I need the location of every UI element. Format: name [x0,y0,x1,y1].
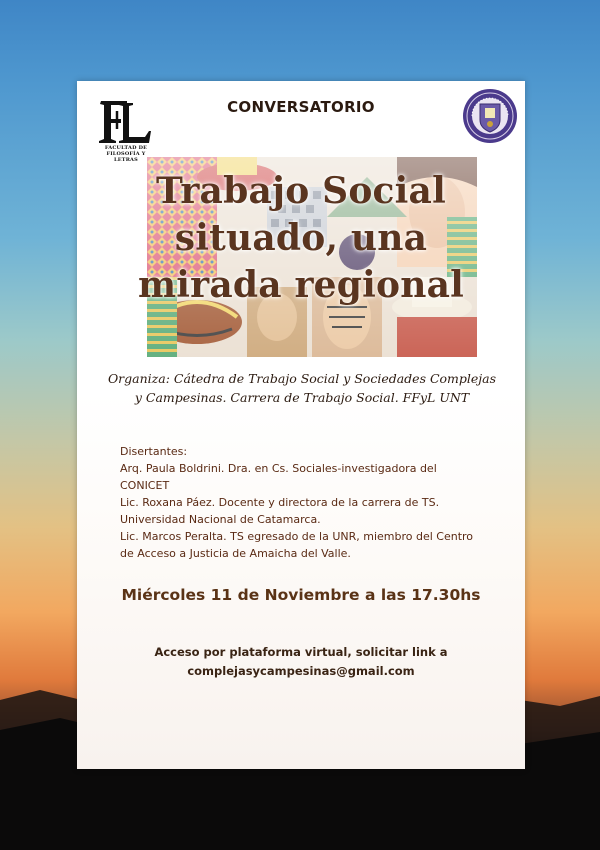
logo-caption-2: FILOSOFÍA Y LETRAS [106,151,146,163]
event-title [107,168,495,309]
organizer-line-2: y Campesinas. Carrera de Trabajo Social. FFyL UNT [134,390,470,405]
access-line-1: Acceso por plataforma virtual, solicitar link a [154,645,448,659]
title-line-3: mirada regional [138,264,464,306]
title-line-2: situado, una [174,217,428,259]
eyebrow-title: CONVERSATORIO [227,98,375,116]
organizer-note [107,369,497,407]
speaker-line: Arq. Paula Boldrini. Dra. en Cs. Sociales-investigadora del [120,462,437,475]
speaker-line: CONICET [120,479,170,492]
speakers-block [120,443,500,562]
speaker-line: Lic. Roxana Páez. Docente y directora de la carrera de TS. [120,496,440,509]
university-seal-icon [462,88,518,144]
event-poster [77,81,525,769]
organizer-line-1: Organiza: Cátedra de Trabajo Social y Sociedades Complejas [107,371,497,386]
title-line-1: Trabajo Social [156,170,446,212]
contact-email[interactable]: complejasycampesinas@gmail.com [187,664,415,678]
logo-caption-1: FACULTAD DE [104,145,148,151]
speakers-heading: Disertantes: [120,445,188,458]
event-date: Miércoles 11 de Noviembre a las 17.30hs [121,586,481,604]
speaker-line: Universidad Nacional de Catamarca. [120,513,321,526]
access-info [77,643,525,681]
speaker-line: Lic. Marcos Peralta. TS egresado de la UNR, miembro del Centro [120,530,474,543]
speaker-line: de Acceso a Justicia de Amaicha del Valle. [120,547,351,560]
